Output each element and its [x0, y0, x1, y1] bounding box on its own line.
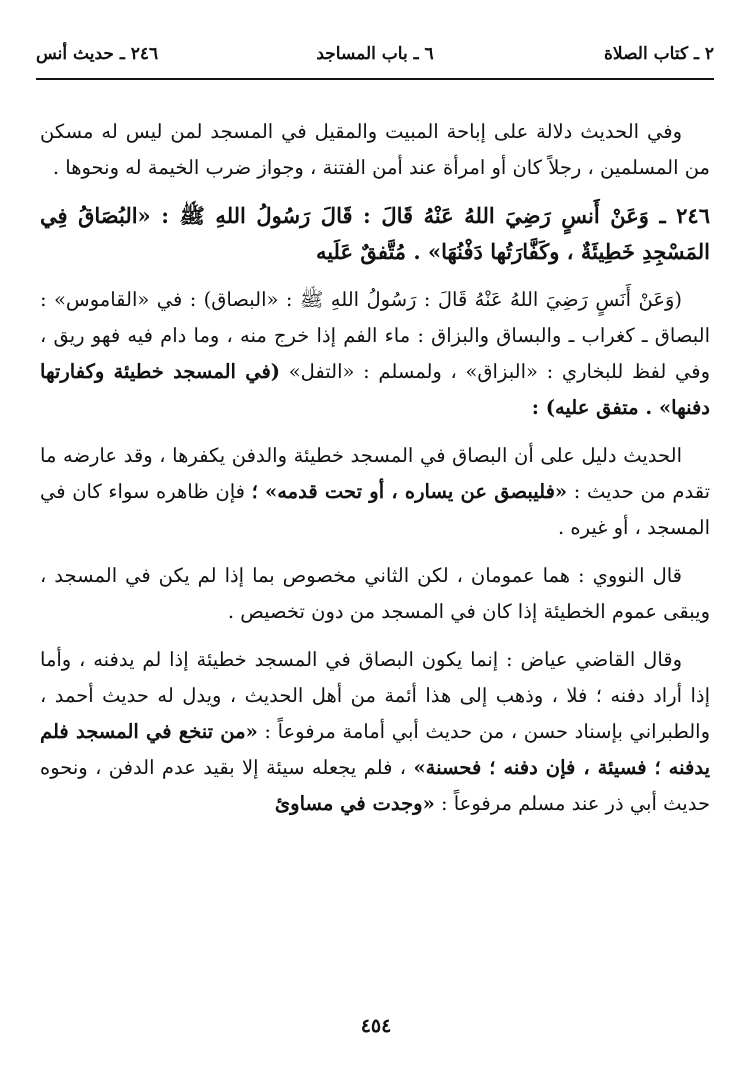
iyad-quote-end: «وجدت في مساوئ	[274, 792, 435, 815]
paragraph-qadi-iyad	[40, 642, 710, 822]
paragraph-commentary-intro: وفي الحديث دلالة على إباحة المبيت والمقيل في المسجد لمن ليس له مسكن من المسلمين ، رجلاً كان أو امرأة عند أمن الفتنة ، وجواز ضرب الخيمة له ونحوها .	[40, 120, 710, 179]
running-header	[36, 38, 714, 80]
header-hadith-title: ٢٤٦ ـ حديث أنس	[36, 44, 159, 64]
iyad-text: وقال القاضي عياض : إنما يكون البصاق في المسجد خطيئة إذا لم يدفنه ، وأما إذا أراد دفنه ؛ فلا ، وذهب إلى هذا أئمة من أهل الحديث ، ويدل له حديث أحمد ، والطبراني بإسناد حسن ، من حديث أبي أمامة مرفوعاً :	[40, 648, 710, 743]
explanation-text: (وَعَنْ أَنَسٍ رَضِيَ اللهُ عَنْهُ قَالَ : رَسُولُ اللهِ ﷺ : «البصاق) : في «القاموس» : البصاق ـ كغراب ـ والبساق والبزاق : ماء الفم إذا خرج منه ، وما دام فيه فهو ريق ، وفي لفظ للبخاري : «البزاق» ، ولمسلم : «التفل»	[40, 288, 710, 383]
page-number: ٤٥٤	[360, 1015, 392, 1037]
evidence-text-end: فإن ظاهره سواء كان في المسجد ، أو غيره .	[40, 480, 710, 539]
header-book-title: ٢ ـ كتاب الصلاة	[604, 44, 714, 64]
iyad-text-continued: ، فلم يجعله سيئة إلا بقيد عدم الدفن ، ونحوه حديث أبي ذر عند مسلم مرفوعاً :	[40, 756, 710, 815]
evidence-quote: «فليبصق عن يساره ، أو تحت قدمه» ؛	[251, 480, 568, 503]
paragraph-nawawi: قال النووي : هما عمومان ، لكن الثاني مخصوص بما إذا لم يكن في المسجد ، ويبقى عموم الخطيئة إذا كان في المسجد من دون تخصيص .	[40, 564, 710, 623]
page-body	[40, 114, 710, 834]
iyad-quote: «من تنخع في المسجد فلم يدفنه ؛ فسيئة ، فإن دفنه ؛ فحسنة»	[40, 720, 711, 779]
paragraph-hadith-explanation	[40, 282, 710, 426]
hadith-text: ٢٤٦ ـ وَعَنْ أَنسٍ رَضِيَ اللهُ عَنْهُ قَالَ : قَالَ رَسُولُ اللهِ ﷺ : «البُصَاقُ فِي المَسْجِدِ خَطِيئَةٌ ، وكَفَّارَتُها دَفْنُهَا» . مُتَّفقٌ عَلَيه	[40, 203, 710, 264]
header-chapter-title: ٦ ـ باب المساجد	[316, 44, 434, 64]
evidence-text: الحديث دليل على أن البصاق في المسجد خطيئة والدفن يكفرها ، وقد عارضه ما تقدم من حديث :	[40, 444, 710, 503]
explanation-bold-text: (في المسجد خطيئة وكفارتها دفنها» . متفق عليه) :	[40, 360, 710, 419]
paragraph-hadith-evidence	[40, 438, 710, 546]
